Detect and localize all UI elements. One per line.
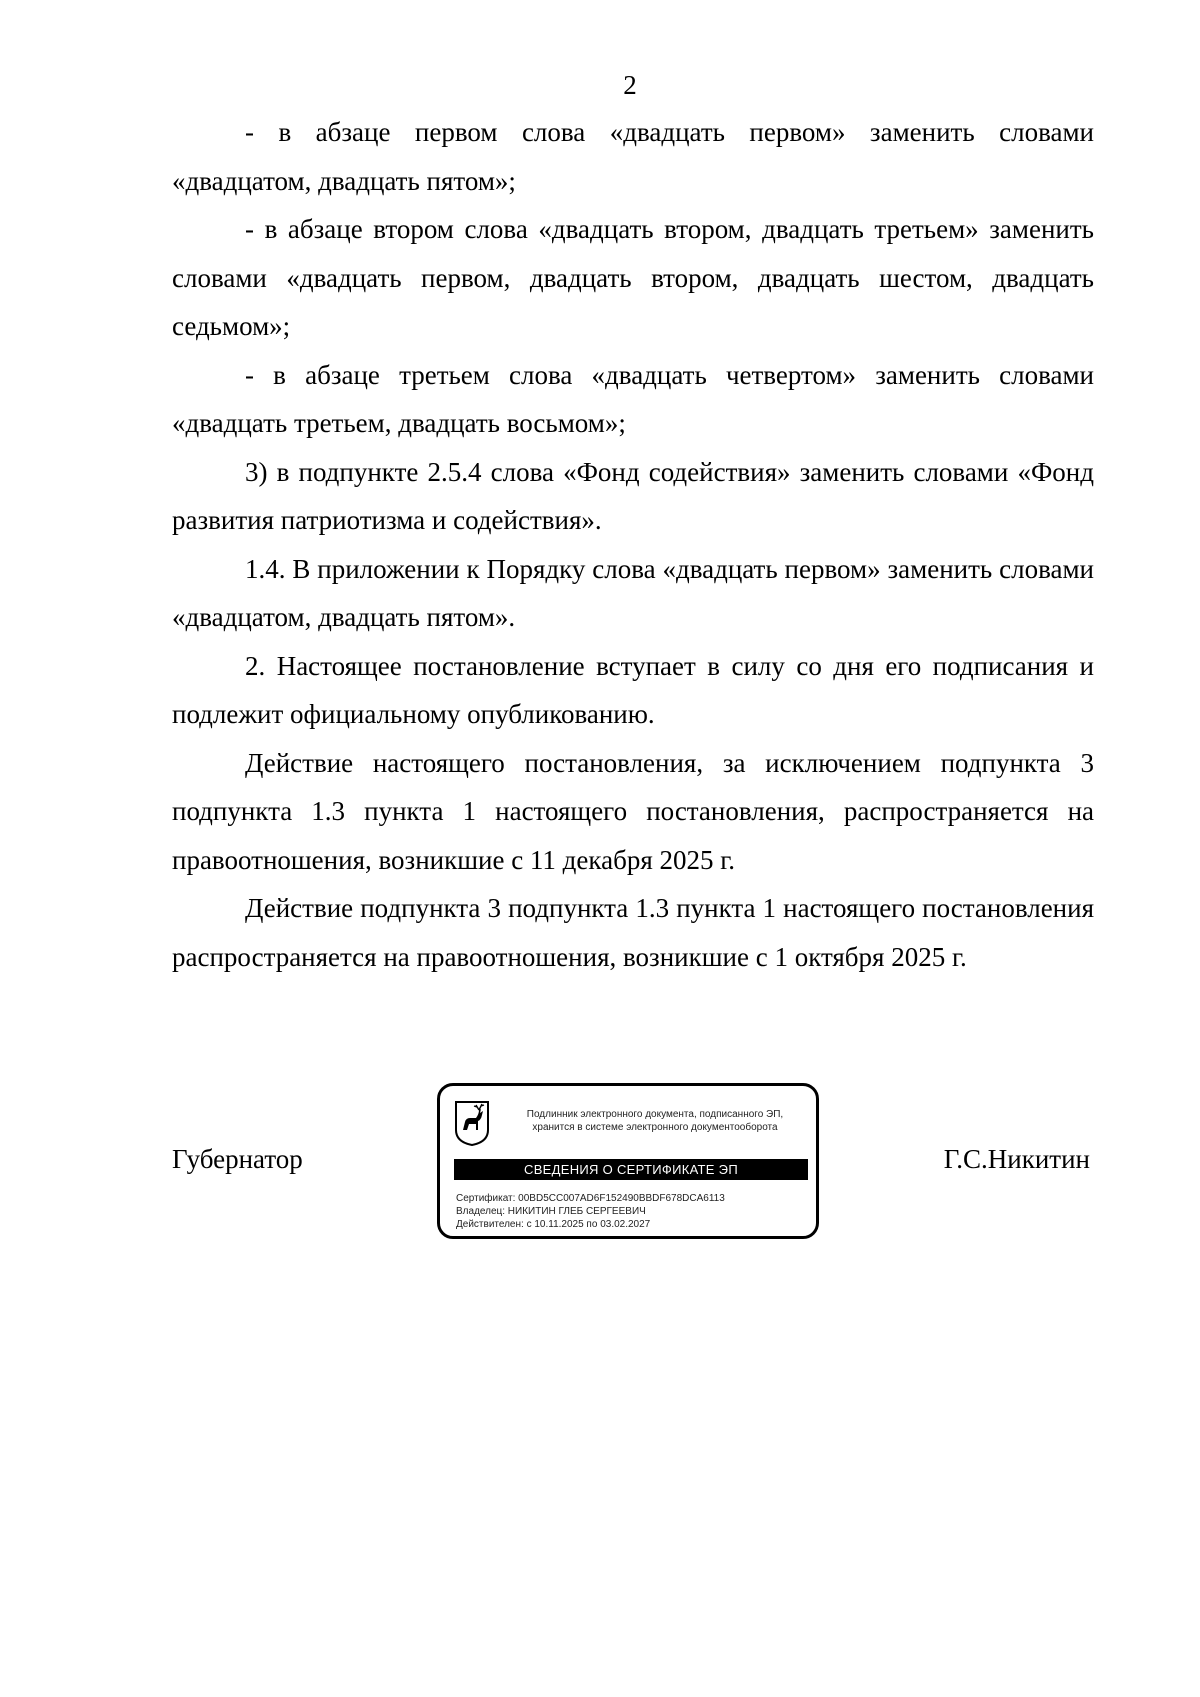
document-body [172, 108, 1094, 981]
paragraph: Действие подпункта 3 подпункта 1.3 пункта 1 настоящего постановления распространяется на правоотношения, возникшие с 1 октября 2025 г. [172, 893, 1094, 972]
paragraph: 1.4. В приложении к Порядку слова «двадцать первом» заменить словами «двадцатом, двадцать пятом». [172, 553, 1094, 632]
stamp-note-line: Подлинник электронного документа, подписанного ЭП, [526, 1109, 784, 1120]
stamp-note [502, 1108, 808, 1134]
paragraph: 2. Настоящее постановление вступает в силу со дня его подписания и подлежит официальному опубликованию. [172, 650, 1094, 729]
paragraph: - в абзаце первом слова «двадцать первом» заменить словами «двадцатом, двадцать пятом»; [172, 117, 1094, 196]
paragraph: - в абзаце втором слова «двадцать втором, двадцать третьем» заменить словами «двадцать первом, двадцать втором, двадцать шестом, двадцать седьмом»; [172, 214, 1094, 341]
paragraph: 3) в подпункте 2.5.4 слова «Фонд содействия» заменить словами «Фонд развития патриотизма и содействия». [172, 456, 1094, 535]
certificate-validity: Действителен: с 10.11.2025 по 03.02.2027 [456, 1219, 651, 1230]
signature-block [172, 1083, 1094, 1253]
paragraph: Действие настоящего постановления, за исключением подпункта 3 подпункта 1.3 пункта 1 настоящего постановления, распространяется на правоотношения, возникшие с 11 декабря 2025 г. [172, 747, 1094, 875]
paragraph: - в абзаце третьем слова «двадцать четвертом» заменить словами «двадцать третьем, двадцать восьмом»; [172, 359, 1094, 438]
signatory-position: Губернатор [172, 1144, 303, 1174]
certificate-owner: Владелец: НИКИТИН ГЛЕБ СЕРГЕЕВИЧ [456, 1206, 646, 1217]
certificate-number: Сертификат: 00BD5CC007AD6F152490BBDF678DCA6113 [456, 1193, 725, 1204]
stamp-title-bar: СВЕДЕНИЯ О СЕРТИФИКАТЕ ЭП [454, 1159, 808, 1180]
stamp-note-line: хранится в системе электронного документооборота [532, 1122, 778, 1133]
signatory-name: Г.С.Никитин [943, 1144, 1090, 1174]
deer-emblem-icon [454, 1100, 490, 1146]
stamp-details [456, 1192, 725, 1231]
electronic-signature-stamp [437, 1083, 819, 1239]
page-number: 2 [623, 70, 637, 100]
